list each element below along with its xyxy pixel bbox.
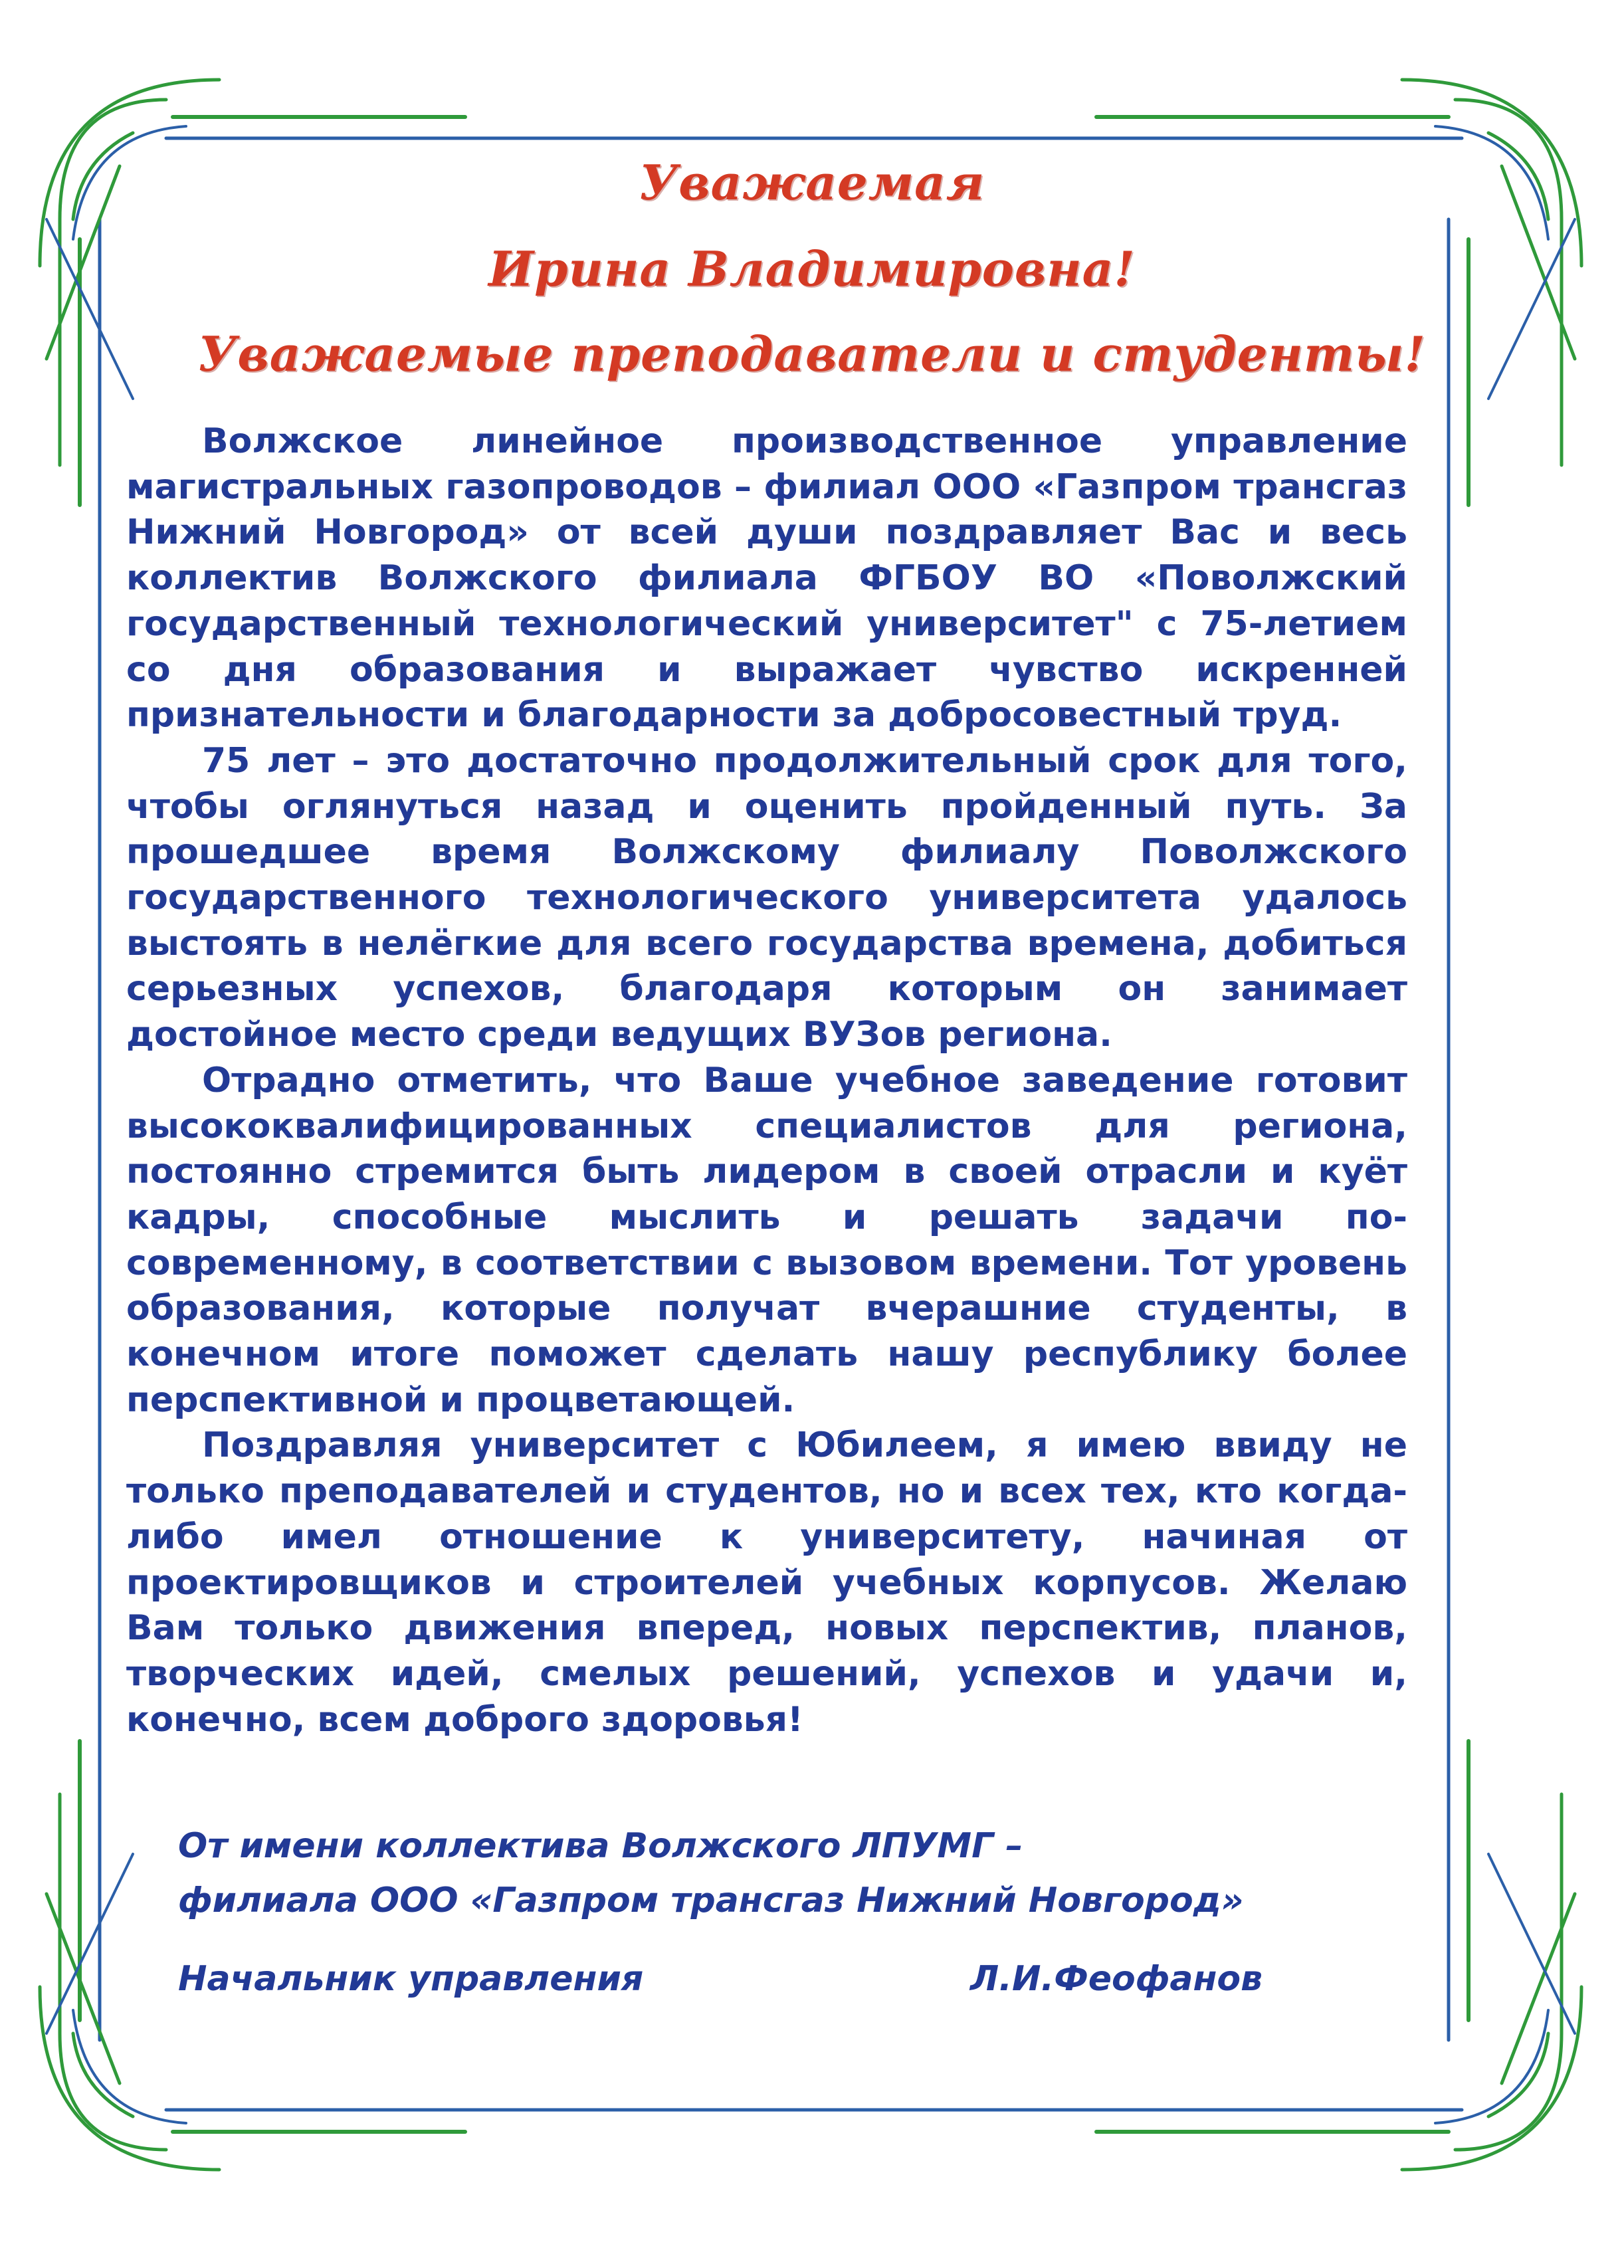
greeting-line-3: Уважаемые преподаватели и студенты!: [198, 326, 1426, 382]
paragraph-1: Волжское линейное производственное управление магистральных газопроводов – филиал ООО «Газпром трансгаз Нижний Новгород» от всей души поздравляет Вас и весь коллектив Волжского филиала ФГБОУ ВО «Поволжский государственный технологический университет" с 75-летием со дня образования и выражает чувство искренней признательности и благодарности за добросовестный труд.: [126, 421, 1407, 736]
signature-position: Начальник управления: [178, 1959, 644, 1999]
greeting-line-2: Ирина Владимировна!: [488, 241, 1136, 297]
paragraph-3: Отрадно отметить, что Ваше учебное заведение готовит высококвалифицированных специалистов для региона, постоянно стремится быть лидером в своей отрасли и куёт кадры, способные мыслить и решать задачи по-современному, в соответствии с вызовом времени. Тот уровень образования, которые получат вчерашние студенты, в конечном итоге поможет сделать нашу республику более перспективной и процветающей.: [126, 1060, 1407, 1420]
paragraph-2: 75 лет – это достаточно продолжительный срок для того, чтобы оглянуться назад и оценить пройденный путь. За прошедшее время Волжскому филиалу Поволжского государственного технологического университета удалось выстоять в нелёгкие для всего государства времена, добиться серьезных успехов, благодаря которым он занимает достойное место среди ведущих ВУЗов региона.: [126, 740, 1407, 1055]
paragraph-4: Поздравляя университет с Юбилеем, я имею ввиду не только преподавателей и студентов, но и всех тех, кто когда-либо имел отношение к университету, начиная от проектировщиков и строителей учебных корпусов. Желаю Вам только движения вперед, новых перспектив, планов, творческих идей, смелых решений, успехов и удачи и, конечно, всем доброго здоровья!: [126, 1425, 1407, 1740]
signature-name: Л.И.Феофанов: [970, 1959, 1263, 1999]
corner-ornament-bottom-right: [1402, 1794, 1581, 2170]
signature-line-2: филиала ООО «Газпром трансгаз Нижний Новгород»: [178, 1881, 1244, 1920]
greeting-line-1: Уважаемая: [639, 154, 985, 211]
letter-body: [126, 419, 1407, 1742]
signature-line-1: От имени коллектива Волжского ЛПУМГ –: [178, 1826, 1023, 1866]
